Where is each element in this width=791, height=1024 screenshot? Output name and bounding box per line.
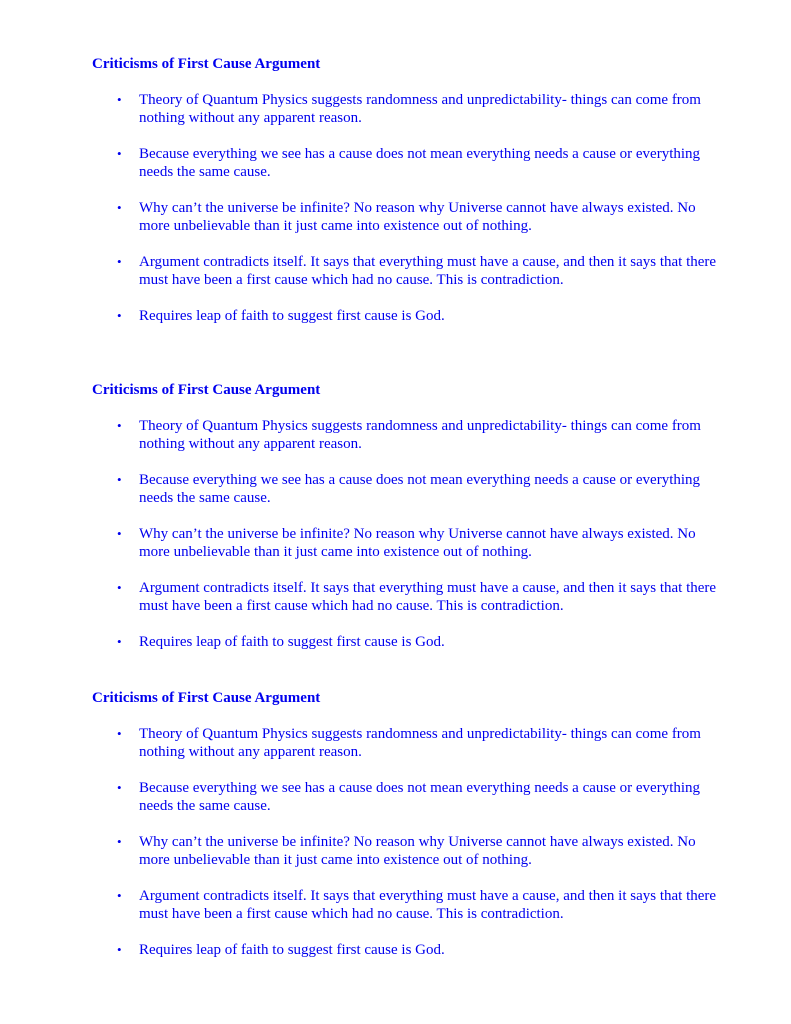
bullet-text: Theory of Quantum Physics suggests randomness and unpredictability- things can come from nothing without any apparent reason.: [139, 418, 701, 452]
bullet-item: [92, 779, 719, 815]
bullet-icon: •: [117, 308, 122, 323]
bullet-item: [92, 417, 719, 453]
bullet-text: Requires leap of faith to suggest first cause is God.: [139, 634, 445, 650]
bullet-icon: •: [117, 200, 122, 215]
bullet-text: Argument contradicts itself. It says that everything must have a cause, and then it says that there must have been a first cause which had no cause. This is contradiction.: [139, 254, 717, 288]
section-heading: Criticisms of First Cause Argument: [92, 382, 321, 398]
bullet-icon: •: [117, 146, 122, 161]
bullet-item: [92, 833, 719, 869]
bullet-text: Argument contradicts itself. It says that everything must have a cause, and then it says that there must have been a first cause which had no cause. This is contradiction.: [139, 580, 717, 614]
bullet-item: [92, 91, 719, 127]
bullet-text: Theory of Quantum Physics suggests randomness and unpredictability- things can come from nothing without any apparent reason.: [139, 92, 701, 126]
bullet-item: [92, 633, 719, 651]
criticisms-section-1: [92, 55, 717, 325]
bullet-icon: •: [117, 580, 122, 595]
section-heading: Criticisms of First Cause Argument: [92, 56, 321, 72]
bullet-icon: •: [117, 418, 122, 433]
bullet-icon: •: [117, 780, 122, 795]
bullet-item: [92, 145, 719, 181]
bullet-icon: •: [117, 92, 122, 107]
criticisms-section-3: [92, 689, 717, 959]
bullet-item: [92, 525, 719, 561]
bullet-list: [92, 91, 717, 325]
bullet-text: Why can’t the universe be infinite? No reason why Universe cannot have always existed. No more unbelievable than it just came into existence out of nothing.: [139, 834, 696, 868]
bullet-item: [92, 941, 719, 959]
bullet-item: [92, 887, 719, 923]
bullet-icon: •: [117, 634, 122, 649]
bullet-icon: •: [117, 254, 122, 269]
bullet-text: Because everything we see has a cause does not mean everything needs a cause or everything needs the same cause.: [139, 472, 701, 506]
bullet-item: [92, 579, 719, 615]
bullet-list: [92, 725, 717, 959]
bullet-text: Requires leap of faith to suggest first cause is God.: [139, 942, 445, 958]
bullet-text: Why can’t the universe be infinite? No reason why Universe cannot have always existed. No more unbelievable than it just came into existence out of nothing.: [139, 526, 696, 560]
criticisms-section-2: [92, 381, 717, 651]
bullet-item: [92, 725, 719, 761]
bullet-text: Argument contradicts itself. It says that everything must have a cause, and then it says that there must have been a first cause which had no cause. This is contradiction.: [139, 888, 717, 922]
bullet-list: [92, 417, 717, 651]
bullet-icon: •: [117, 526, 122, 541]
bullet-text: Because everything we see has a cause does not mean everything needs a cause or everything needs the same cause.: [139, 146, 701, 180]
bullet-icon: •: [117, 888, 122, 903]
section-heading: Criticisms of First Cause Argument: [92, 690, 321, 706]
bullet-text: Because everything we see has a cause does not mean everything needs a cause or everything needs the same cause.: [139, 780, 701, 814]
bullet-icon: •: [117, 472, 122, 487]
bullet-item: [92, 199, 719, 235]
bullet-item: [92, 307, 719, 325]
bullet-icon: •: [117, 726, 122, 741]
bullet-text: Why can’t the universe be infinite? No reason why Universe cannot have always existed. No more unbelievable than it just came into existence out of nothing.: [139, 200, 696, 234]
bullet-icon: •: [117, 834, 122, 849]
bullet-item: [92, 471, 719, 507]
bullet-text: Theory of Quantum Physics suggests randomness and unpredictability- things can come from nothing without any apparent reason.: [139, 726, 701, 760]
bullet-item: [92, 253, 719, 289]
bullet-text: Requires leap of faith to suggest first cause is God.: [139, 308, 445, 324]
bullet-icon: •: [117, 942, 122, 957]
